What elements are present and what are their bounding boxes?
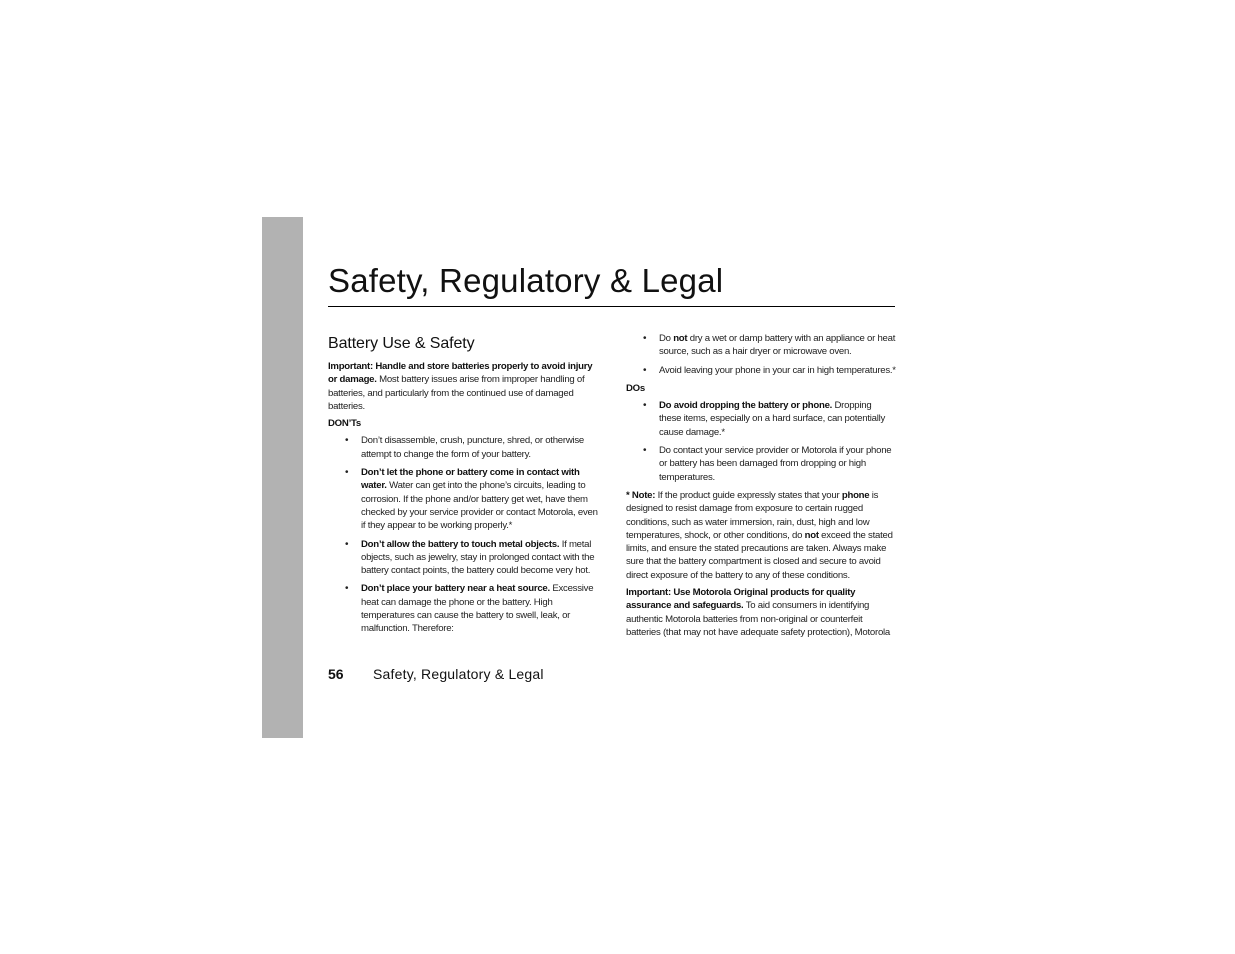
note-text: exceed the stated limits, and ensure the stated precautions are taken. Always make sure that the battery compartment is closed and secure to avoid direct exposure of the battery to any of these conditions. [626,529,893,581]
note-paragraph [626,489,896,582]
important-paragraph [626,586,896,639]
left-column [328,334,598,641]
note-bold: phone [841,489,870,501]
note-label: * Note: [626,489,656,501]
list-item [328,582,598,635]
bullet-icon: • [345,538,349,550]
footer-label: Safety, Regulatory & Legal [373,666,544,682]
item-bold: Don’t let the phone or battery come in contact with water. [361,467,580,492]
dos-list [626,399,896,484]
dos-heading: DOs [626,382,645,394]
donts-list [328,434,598,635]
note-text: is designed to resist damage from exposure to certain rugged conditions, such as water immersion, rain, dust, high and low temperatures, shock, or other conditions, do [626,489,879,541]
important-text: To aid consumers in identifying authentic Motorola batteries from non-original or counterfeit batteries (that may not have adequate safety protection), Motorola [626,600,891,638]
list-item [328,538,598,578]
bullet-icon: • [643,333,647,344]
bullet-icon: • [345,467,349,479]
intro-paragraph [328,360,598,413]
section-heading: Battery Use & Safety [328,335,475,352]
item-text: Don’t disassemble, crush, puncture, shred, or otherwise attempt to change the form of your battery. [361,435,585,460]
item-text: Dropping these items, especially on a hard surface, can potentially cause damage.* [659,400,886,438]
list-item [626,332,896,359]
list-item [328,466,598,532]
item-text: Excessive heat can damage the phone or the battery. High temperatures can cause the battery to swell, leak, or malfunction. Therefore: [361,583,594,635]
bullet-icon: • [643,400,647,412]
right-column [626,334,896,643]
side-tab-bar [262,217,303,738]
note-bold: not [804,529,819,541]
bullet-icon: • [643,364,647,376]
important-bold: Important: Use Motorola Original products for quality assurance and safeguards. [626,587,856,612]
item-text: dry a wet or damp battery with an appliance or heat source, such as a hair dryer or microwave oven. [659,333,896,358]
item-bold: Do avoid dropping the battery or phone. [659,400,833,412]
item-bold: Don’t place your battery near a heat source. [361,583,550,595]
list-item [626,399,896,439]
list-item [626,444,896,484]
page-title: Safety, Regulatory & Legal [328,262,724,299]
intro-text: Most battery issues arise from improper handling of batteries, and particularly from the continued use of damaged batteries. [328,374,585,412]
item-text: Water can get into the phone’s circuits, leading to corrosion. If the phone and/or battery get wet, have them checked by your service provider or contact Motorola, even if they appear to be working properly.* [361,480,598,532]
note-text: If the product guide expressly states that your [655,489,842,501]
item-text: Avoid leaving your phone in your car in high temperatures.* [659,364,896,376]
item-bold: Don’t allow the battery to touch metal objects. [361,538,560,550]
item-text: If metal objects, such as jewelry, stay in prolonged contact with the battery contact points, the battery could become very hot. [361,538,595,577]
bullet-icon: • [643,445,647,457]
intro-bold: Important: Handle and store batteries properly to avoid injury or damage. [328,361,593,386]
list-item [626,364,896,377]
list-item [328,434,598,461]
item-text: Do contact your service provider or Motorola if your phone or battery has been damaged from dropping or high temperatures. [659,445,892,483]
therefore-list [626,332,896,377]
page-number: 56 [328,666,344,682]
donts-heading: DON’Ts [328,418,361,430]
item-pre: Do [659,333,674,344]
bullet-icon: • [345,435,349,447]
item-bold: not [673,333,688,344]
bullet-icon: • [345,583,349,595]
title-rule [328,306,895,307]
